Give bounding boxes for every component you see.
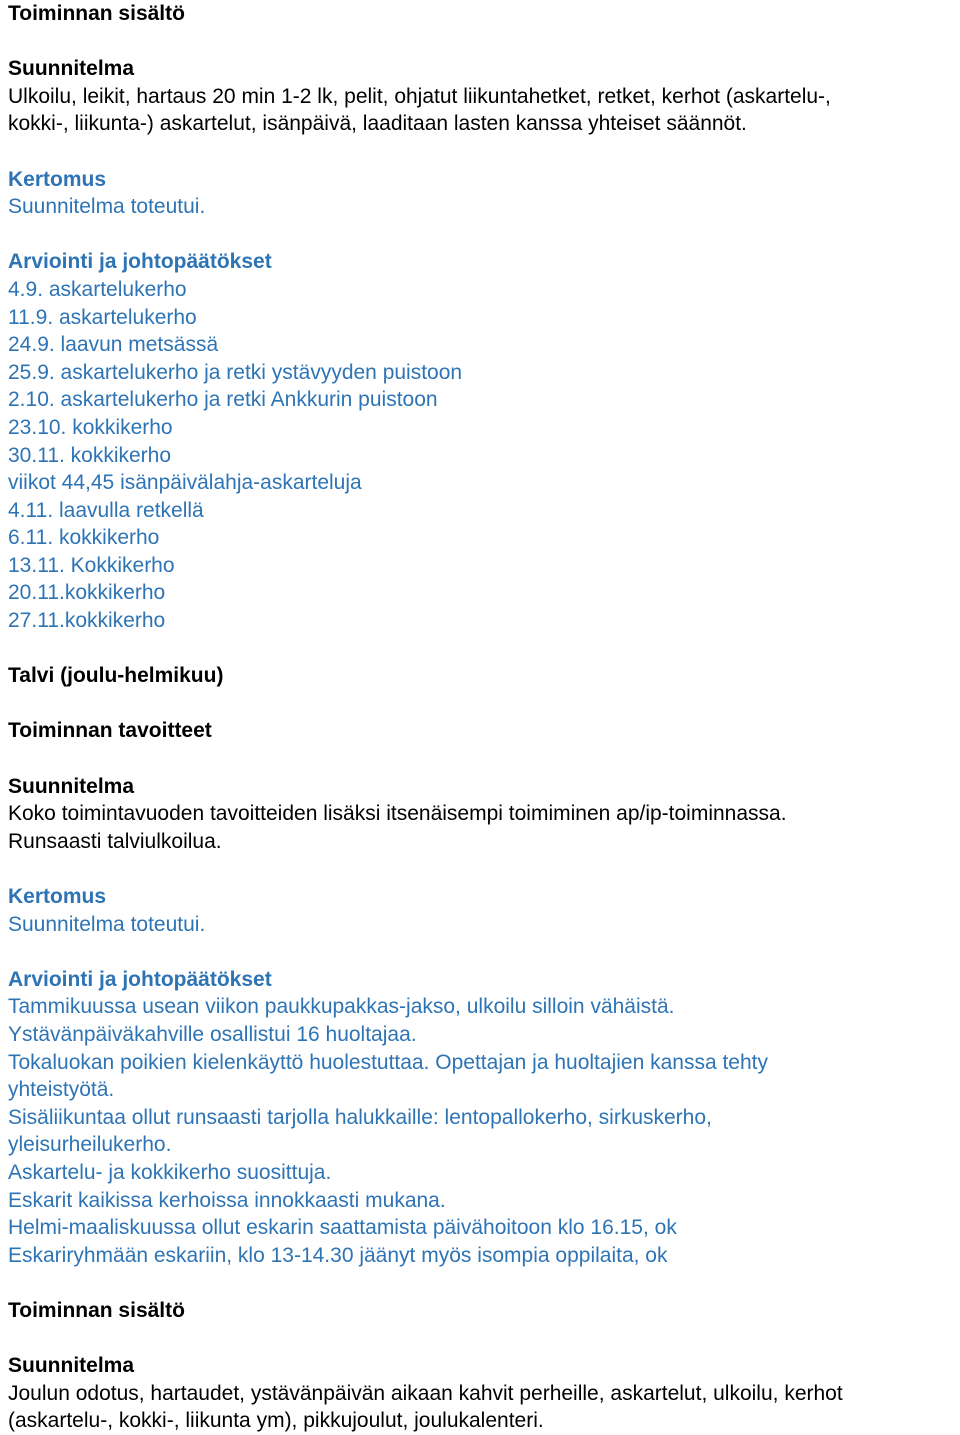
list-item: Helmi-maaliskuussa ollut eskarin saattamista päivähoitoon klo 16.15, ok [8, 1216, 677, 1240]
spacer [8, 138, 960, 166]
list-item: 4.9. askartelukerho [8, 277, 187, 301]
document-page [8, 0, 960, 1435]
list-item: 20.11.kokkikerho [8, 581, 166, 605]
section-title-goals: Toiminnan tavoitteet [8, 719, 212, 743]
plan-text: Joulun odotus, hartaudet, ystävänpäivän aikaan kahvit perheille, askartelut, ulkoilu, kerhot (askartelu-, kokki-, liikunta ym), pikkujoulut, joulukalenteri. [8, 1381, 843, 1433]
list-item: 13.11. Kokkikerho [8, 553, 175, 577]
evaluation-heading: Arviointi ja johtopäätökset [8, 250, 272, 274]
plan-text: Ulkoilu, leikit, hartaus 20 min 1-2 lk, pelit, ohjatut liikuntahetket, retket, kerhot (askartelu-, kokki-, liikunta-) askartelut, isänpäivä, laaditaan lasten kanssa yhteiset säännöt. [8, 84, 831, 136]
section-title-contents: Toiminnan sisältö [8, 2, 185, 25]
list-item: Eskariryhmään eskariin, klo 13-14.30 jäänyt myös isompia oppilaita, ok [8, 1243, 668, 1267]
list-item: 25.9. askartelukerho ja retki ystävyyden puistoon [8, 360, 463, 384]
report-text: Suunnitelma toteutui. [8, 195, 206, 219]
list-item: Sisäliikuntaa ollut runsaasti tarjolla halukkaille: lentopallokerho, sirkuskerho, yleisurheilukerho. [8, 1105, 712, 1157]
spacer [8, 855, 960, 883]
section-title-contents: Toiminnan sisältö [8, 1298, 185, 1322]
list-item: 4.11. laavulla retkellä [8, 498, 204, 522]
spacer [8, 745, 960, 773]
list-item: viikot 44,45 isänpäivälahja-askarteluja [8, 471, 362, 495]
spacer [8, 690, 960, 718]
list-item: Ystävänpäiväkahville osallistui 16 huoltajaa. [8, 1022, 417, 1046]
evaluation-list [8, 993, 960, 1269]
report-heading: Kertomus [8, 167, 107, 191]
report-text: Suunnitelma toteutui. [8, 912, 206, 936]
list-item: 6.11. kokkikerho [8, 526, 160, 550]
evaluation-list [8, 276, 960, 635]
evaluation-heading: Arviointi ja johtopäätökset [8, 967, 272, 991]
spacer [8, 938, 960, 966]
plan-heading: Suunnitelma [8, 57, 135, 81]
report-heading: Kertomus [8, 885, 107, 908]
plan-heading: Suunnitelma [8, 1354, 135, 1378]
season-title: Talvi (joulu-helmikuu) [8, 664, 224, 688]
spacer [8, 1325, 960, 1353]
list-item: 24.9. laavun metsässä [8, 333, 219, 357]
spacer [8, 1269, 960, 1297]
list-item: Tokaluokan poikien kielenkäyttö huolestuttaa. Opettajan ja huoltajien kanssa tehty yhteistyötä. [8, 1050, 768, 1102]
list-item: 30.11. kokkikerho [8, 443, 172, 467]
spacer [8, 28, 960, 56]
list-item: Askartelu- ja kokkikerho suosittuja. [8, 1160, 332, 1184]
list-item: Eskarit kaikissa kerhoissa innokkaasti mukana. [8, 1188, 446, 1212]
list-item: 2.10. askartelukerho ja retki Ankkurin puistoon [8, 388, 438, 412]
plan-text: Koko toimintavuoden tavoitteiden lisäksi itsenäisempi toimiminen ap/ip-toiminnassa. Runsaasti talviulkoilua. [8, 802, 787, 853]
list-item: 11.9. askartelukerho [8, 305, 197, 329]
spacer [8, 221, 960, 249]
list-item: 27.11.kokkikerho [8, 609, 166, 633]
list-item: Tammikuussa usean viikon paukkupakkas-jakso, ulkoilu silloin vähäistä. [8, 995, 675, 1019]
plan-heading: Suunnitelma [8, 774, 135, 798]
spacer [8, 635, 960, 663]
list-item: 23.10. kokkikerho [8, 415, 173, 439]
